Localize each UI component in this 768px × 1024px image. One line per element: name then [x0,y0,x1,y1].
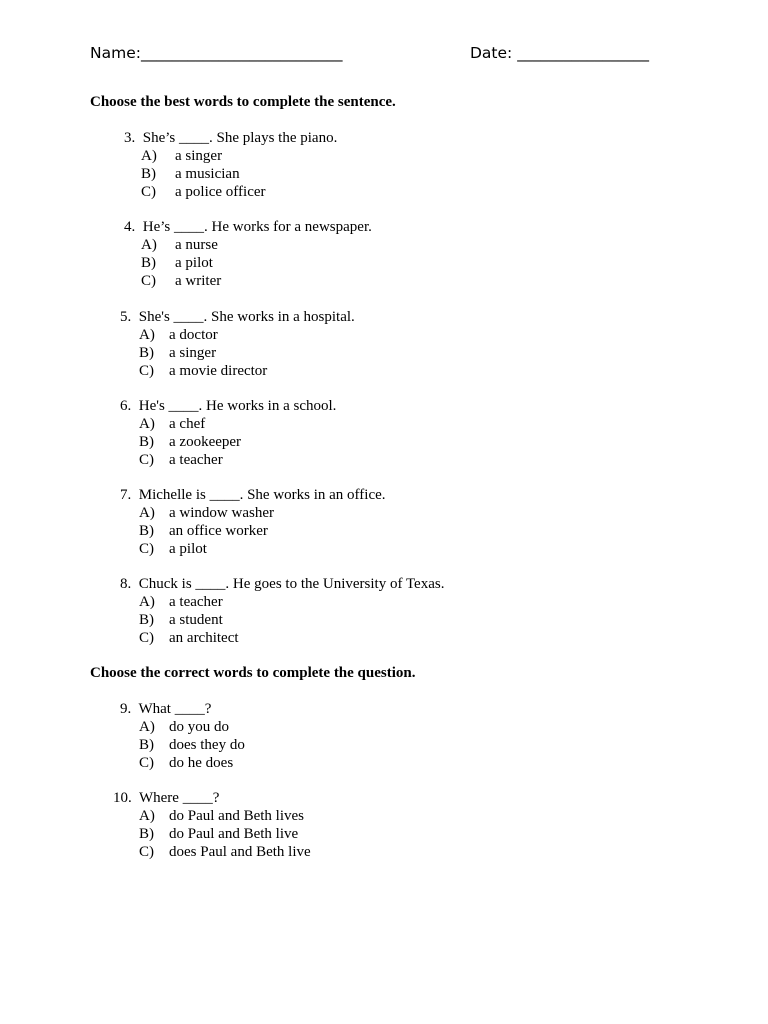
question-text: He's ____. He works in a school. [138,398,337,414]
option-letter: C) [139,755,154,771]
option-letter: A) [141,148,157,164]
option-text: a movie director [169,363,268,379]
option-letter: A) [139,594,155,610]
question-number: 5. [120,309,132,325]
option-b[interactable] [120,433,336,451]
option-letter: A) [139,808,155,824]
option-letter: A) [141,237,157,253]
option-a[interactable] [113,807,311,825]
option-b[interactable] [120,522,386,540]
option-letter: C) [139,541,154,557]
option-letter: C) [139,452,154,468]
option-letter: B) [139,434,154,450]
option-text: do you do [169,719,229,735]
name-label: Name: [90,44,141,62]
section-title-sentence: Choose the best words to complete the sentence. [90,94,396,110]
question-text: He’s ____. He works for a newspaper. [142,219,372,235]
option-a[interactable] [120,718,245,736]
section-title-question: Choose the correct words to complete the question. [90,665,416,681]
option-text: a chef [169,416,206,432]
option-text: do Paul and Beth live [169,826,299,842]
question-number: 7. [120,487,132,503]
option-letter: A) [139,327,155,343]
option-c[interactable] [120,451,336,469]
option-b[interactable] [120,611,444,629]
question-text: She's ____. She works in a hospital. [138,309,355,325]
option-text: a musician [175,166,240,182]
option-letter: B) [141,166,156,182]
question-number: 3. [124,130,136,146]
name-blank[interactable]: __________________________ [140,44,343,62]
option-text: an architect [169,630,239,646]
question-7 [120,486,386,558]
option-c[interactable] [120,754,245,772]
option-letter: A) [139,505,155,521]
question-6 [120,397,336,469]
question-number: 6. [120,398,132,414]
option-letter: A) [139,416,155,432]
option-text: a teacher [169,452,223,468]
option-letter: B) [139,612,154,628]
option-c[interactable] [124,183,337,201]
option-letter: C) [141,273,156,289]
option-letter: B) [139,345,154,361]
option-c[interactable] [113,843,311,861]
option-b[interactable] [120,736,245,754]
option-text: a pilot [175,255,213,271]
question-text: What ____? [138,701,212,717]
question-5 [120,308,355,380]
option-letter: C) [139,363,154,379]
question-text: Chuck is ____. He goes to the University of Texas. [138,576,445,592]
option-a[interactable] [120,504,386,522]
option-a[interactable] [120,326,355,344]
option-text: a police officer [175,184,266,200]
option-b[interactable] [124,165,337,183]
date-label: Date: [470,44,513,62]
option-a[interactable] [124,147,337,165]
question-text: She’s ____. She plays the piano. [142,130,338,146]
option-b[interactable] [113,825,311,843]
question-number: 9. [120,701,132,717]
option-letter: A) [139,719,155,735]
option-text: a window washer [169,505,274,521]
option-text: a zookeeper [169,434,242,450]
option-text: a doctor [169,327,218,343]
question-10 [113,789,311,861]
name-field[interactable] [90,44,342,62]
option-text: a singer [169,345,217,361]
question-9 [120,700,245,772]
question-4 [124,218,372,290]
option-a[interactable] [124,236,372,254]
option-text: a student [169,612,223,628]
question-text: Where ____? [138,790,220,806]
option-letter: B) [139,737,154,753]
question-number: 10. [113,790,132,806]
option-text: does they do [169,737,245,753]
option-a[interactable] [120,593,444,611]
option-text: a nurse [175,237,218,253]
date-field[interactable] [470,44,649,62]
question-3 [124,129,337,201]
option-c[interactable] [124,272,372,290]
question-text: Michelle is ____. She works in an office. [138,487,386,503]
option-letter: B) [141,255,156,271]
date-blank[interactable]: _________________ [517,44,649,62]
option-text: does Paul and Beth live [169,844,311,860]
question-number: 4. [124,219,136,235]
option-letter: C) [139,630,154,646]
option-b[interactable] [120,344,355,362]
question-number: 8. [120,576,132,592]
option-text: do he does [169,755,234,771]
option-text: an office worker [169,523,268,539]
option-letter: C) [139,844,154,860]
option-b[interactable] [124,254,372,272]
option-c[interactable] [120,362,355,380]
option-letter: C) [141,184,156,200]
option-a[interactable] [120,415,336,433]
option-text: a writer [175,273,222,289]
option-text: do Paul and Beth lives [169,808,304,824]
question-8 [120,575,444,647]
option-letter: B) [139,826,154,842]
option-c[interactable] [120,629,444,647]
option-c[interactable] [120,540,386,558]
option-text: a singer [175,148,223,164]
option-text: a pilot [169,541,207,557]
option-letter: B) [139,523,154,539]
worksheet-header [90,44,690,68]
option-text: a teacher [169,594,223,610]
